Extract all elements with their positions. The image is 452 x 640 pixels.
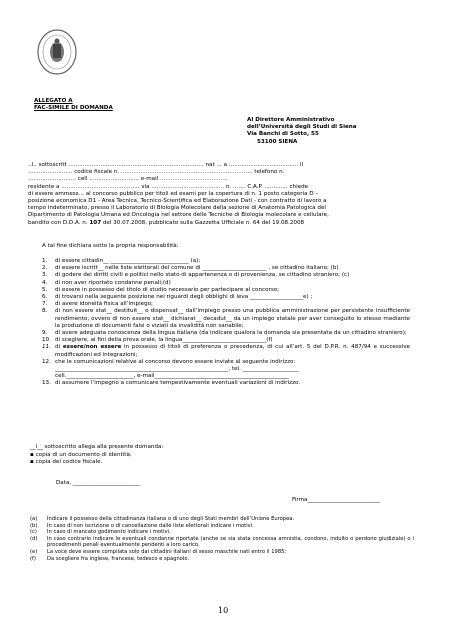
footnote: (b) In caso di non iscrizione o di cancellazione dalle liste elettorali indicare i motivi. <box>30 522 254 529</box>
list-item: 12. che le comunicazioni relative al concorso devono essere inviate al seguente indirizzo: ______________________________________________________________, tel. ____________________ cell.________________________, e-mail________________________________________________ <box>42 358 299 380</box>
intro-line: Dipartimento di Patologia Umana ed Oncologia nel settore delle Tecniche di Biologia molecolare e cellulare, <box>28 212 329 219</box>
list-item: ▪ copia di un documento di identità; <box>30 452 132 458</box>
intro-paragraph <box>28 162 422 227</box>
university-seal <box>36 28 78 76</box>
footnote: (a) Indicare il possesso della cittadinanza italiana o di uno degli Stati membri dell’Unione Europea. <box>30 516 295 522</box>
intro-line: residente a ............................................ via ......................................... n. ....... C.A.P. ............. chiede <box>28 183 309 190</box>
declare-intro: A tal fine dichiara sotto la propria responsabilità: <box>42 243 179 249</box>
bando-line <box>28 220 422 227</box>
attachment-list <box>30 452 132 466</box>
intro-line: posizione economica D1 - Area Tecnica, Tecnico-Scientifica ed Elaborazione Dati - con contratto di lavoro a <box>28 198 327 205</box>
facsimile-heading: FAC-SIMILE DI DOMANDA <box>34 105 113 111</box>
page-number: 10 <box>218 606 229 615</box>
list-item: 10. di scegliere, ai fini della prova orale, la lingua______________________________(f) <box>42 337 273 344</box>
addressee-line: Via Banchi di Sotto, 55 <box>247 131 319 138</box>
list-item: ▪ copia del codice fiscale. <box>30 459 103 466</box>
footnote: (c) In caso di mancato godimento indicare i motivi. <box>30 529 171 536</box>
addressee-line: 53100 SIENA <box>257 138 298 145</box>
signature-field: Firma__________________________ <box>292 497 381 503</box>
bando-pre: bandito con D.D.A. n. <box>28 219 90 226</box>
list-item: 2. di essere iscritt__ nelle liste elettorali del comune di _______________________ , se cittadino italiano; (b) <box>42 265 339 272</box>
list-item: 1. di essere cittadin__ ____________________________ (a); <box>42 258 201 264</box>
footnote: (d) In caso contrario indicare le eventuali condanne riportate (anche se sia stata concessa amnistia, condono, indulto o perdono giudiziale) o i procedimenti penali eventualmente pendenti a loro carico. <box>30 535 414 549</box>
list-item: 11. di essere/non essere in possesso di titoli di preferenza o precedenza, di cui all’art. 5 del D.P.R. n. 487/94 e successive modificazioni ed integrazioni; <box>42 344 410 358</box>
addressee-line: Al Direttore Amministrativo <box>247 117 335 123</box>
bando-post: del 30.07.2008, pubblicato sulla Gazzetta Ufficiale n. 64 del 19.08.2008 <box>101 219 305 226</box>
addressee-block <box>247 117 357 146</box>
list-item: 9. di avere adeguata conoscenza della lingua italiana (da indicare qualora la domanda sia presentata da un cittadino straniero); <box>42 330 407 337</box>
intro-line: ......................... codice fiscale n. .......................................................................... telefono n. <box>28 169 285 176</box>
attach-intro: __l__ sottoscritto allega alla presente domanda: <box>30 444 164 450</box>
list-item: 7. di avere idoneità fisica all’impiego; <box>42 301 153 308</box>
bullet-icon: ▪ <box>30 459 36 466</box>
intro-line: tempo indeterminato, presso il Laboratorio di Biologia Molecolare della sezione di Anatomia Patologica del <box>28 205 326 212</box>
footnote: (f) Da scegliere fra inglese, francese, tedesco e spagnolo. <box>30 555 190 562</box>
intro-line: ..l.. sottoscritt ............................................................................ nat ... a ....................................... il <box>28 162 304 168</box>
list-item: 8. di non essere stat__ destituit__ o dispensat__ dall’impiego presso una pubblica amministrazione per persistente insufficiente rendimento, ovvero di non essere stat__ dichiarat__ decadut__ da un impiego statale per aver conseguito lo stesso mediante la produzione di documenti falsi o viziati da invalidità non sanabile; <box>42 308 410 329</box>
list-item: 6. di trovarsi nella seguente posizione nei riguardi degli obblighi di leva ___________________e) ; <box>42 294 313 301</box>
list-item: 13. di assumere l’impegno a comunicare tempestivamente eventuali variazioni di indirizzo. <box>42 380 301 387</box>
list-item: 5. di essere in possesso del titolo di studio necessario per partecipare al concorso; <box>42 286 280 293</box>
intro-line: di essere ammess... al concorso pubblico per titoli ed esami per la copertura di n. 1 posto categoria D – <box>28 190 319 197</box>
allegato-heading: ALLEGATO A <box>34 98 73 104</box>
addressee-line: dell’Università degli Studi di Siena <box>247 124 357 131</box>
bullet-icon: ▪ <box>30 452 36 458</box>
intro-line: ........................... cell ............................ e-mail ...................................... <box>28 176 228 183</box>
footnotes <box>30 516 414 562</box>
footnote: (e) La voce deve essere compilata solo dai cittadini italiani di sesso maschile nati entro il 1985; <box>30 548 287 555</box>
declaration-list <box>42 258 410 388</box>
list-item: 4. di non aver riportato condanne penali;(d) <box>42 279 171 286</box>
list-item: 3. di godere dei diritti civili e politici nello stato di appartenenza o di provenienza, se cittadino straniero; (c) <box>42 272 350 279</box>
date-field: Data, ________________________ <box>56 480 141 486</box>
bando-number: 107 <box>89 219 102 226</box>
